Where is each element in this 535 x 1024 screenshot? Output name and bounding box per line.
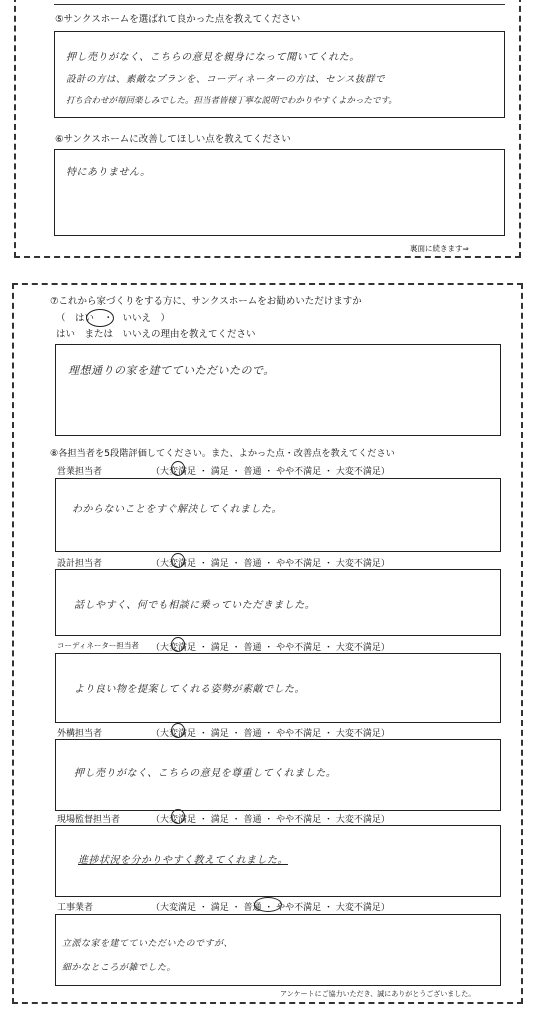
- answer-7-text: 理想通りの家を建てていただいたので。: [68, 364, 275, 377]
- answer-7-box: [55, 344, 501, 436]
- question-5: ⑤サンクスホームを選ばれて良かった点を教えてください: [55, 14, 301, 25]
- design-rating-mark: [171, 553, 185, 568]
- sales-rating-scale: （大変満足 ・ 満足 ・ 普通 ・ やや不満足 ・ 大変不満足）: [151, 467, 390, 477]
- contractor-rating-mark: [254, 897, 282, 912]
- yes-circle-mark: [86, 309, 114, 327]
- sales-role-label: 営業担当者: [57, 467, 103, 477]
- question-7-options: （ はい ・ いいえ ）: [56, 313, 171, 324]
- contractor-role-label: 工事業者: [57, 903, 94, 913]
- site-supervisor-role-label: 現場監督担当者: [57, 815, 121, 825]
- answer-5-line-2: 設計の方は、素敵なプランを、コーディネーターの方は、センス抜群で: [66, 74, 385, 85]
- design-comment: 話しやすく、何でも相談に乗っていただきました。: [74, 600, 316, 611]
- question-8: ⑧各担当者を5段階評価してください。また、よかった点・改善点を教えてください: [50, 448, 395, 459]
- site-supervisor-rating-mark: [171, 809, 185, 824]
- sales-comment-box: [55, 478, 501, 552]
- coordinator-role-label: コーディネーター担当者: [57, 641, 139, 650]
- site-supervisor-rating-scale: （大変満足 ・ 満足 ・ 普通 ・ やや不満足 ・ 大変不満足）: [151, 815, 390, 825]
- design-role-label: 設計担当者: [57, 559, 103, 569]
- answer-5-line-3: 打ち合わせが毎回楽しみでした。担当者皆様丁寧な説明でわかりやすくよかったです。: [66, 96, 397, 106]
- exterior-rating-mark: [171, 723, 185, 738]
- sales-comment: わからないことをすぐ解決してくれました。: [72, 504, 282, 515]
- design-rating-scale: （大変満足 ・ 満足 ・ 普通 ・ やや不満足 ・ 大変不満足）: [151, 559, 390, 569]
- contractor-comment-line-2: 細かなところが雑でした。: [62, 963, 177, 973]
- exterior-comment: 押し売りがなく、こちらの意見を尊重してくれました。: [74, 768, 337, 779]
- answer-6-text: 特にありません。: [66, 167, 151, 178]
- coordinator-rating-mark: [171, 637, 185, 652]
- question-7: ⑦これから家づくりをする方に、サンクスホームをお勧めいただけますか: [50, 296, 362, 307]
- answer-5-line-1: 押し売りがなく、こちらの意見を親身になって聞いてくれた。: [66, 52, 360, 63]
- top-box-bottom-line: [54, 4, 505, 5]
- sales-rating-mark: [171, 461, 185, 476]
- question-6: ⑥サンクスホームに改善してほしい点を教えてください: [55, 134, 291, 145]
- contractor-comment-box: [55, 914, 501, 986]
- coordinator-comment: より良い物を提案してくれる姿勢が素敵でした。: [74, 684, 305, 695]
- site-supervisor-comment: 進捗状況を分かりやすく教えてくれました。: [78, 855, 288, 866]
- thank-you-note: アンケートにご協力いただき、誠にありがとうございました。: [280, 990, 476, 998]
- contractor-comment-line-1: 立派な家を建てていただいたのですが、: [62, 939, 234, 949]
- contractor-rating-scale: （大変満足 ・ 満足 ・ 普通 ・ やや不満足 ・ 大変不満足）: [151, 903, 390, 913]
- exterior-role-label: 外構担当者: [57, 729, 103, 739]
- continued-on-back-note: 裏面に続きます⇒: [410, 244, 469, 253]
- question-7-reason-prompt: はい または いいえの理由を教えてください: [56, 329, 256, 340]
- exterior-rating-scale: （大変満足 ・ 満足 ・ 普通 ・ やや不満足 ・ 大変不満足）: [151, 729, 390, 739]
- coordinator-rating-scale: （大変満足 ・ 満足 ・ 普通 ・ やや不満足 ・ 大変不満足）: [151, 643, 390, 653]
